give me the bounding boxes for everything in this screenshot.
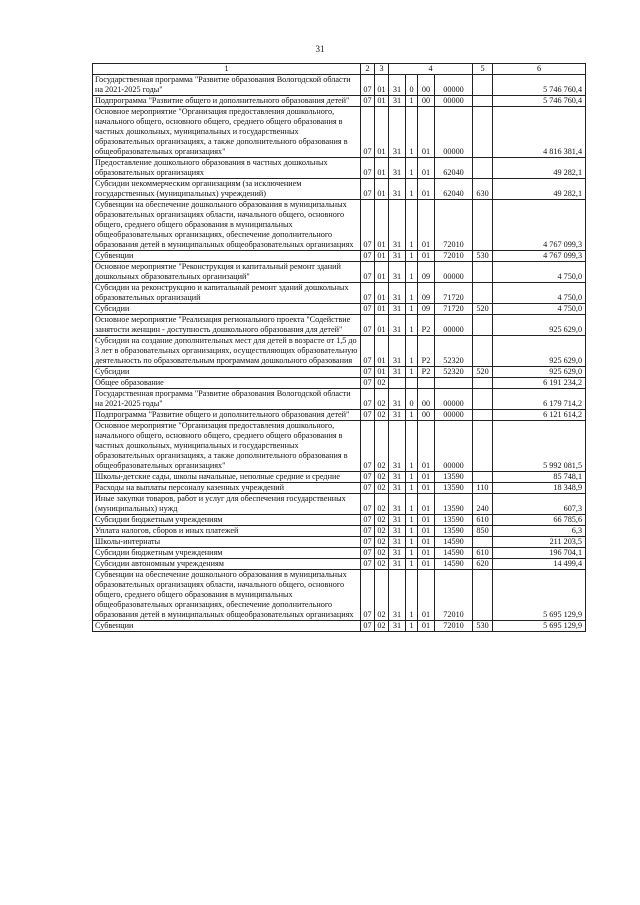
header-col-1: 1 [93, 64, 361, 75]
row-program: 31 [389, 315, 406, 336]
row-name: Уплата налогов, сборов и иных платежей [93, 526, 361, 537]
row-section: 07 [361, 389, 375, 410]
row-amount: 5 992 081,5 [493, 421, 586, 472]
row-subprogram: 1 [406, 158, 418, 179]
row-subsection: 02 [375, 548, 389, 559]
row-subprogram: 1 [406, 315, 418, 336]
row-name: Субсидии [93, 367, 361, 378]
table-row [93, 315, 586, 336]
row-expense-type [473, 410, 493, 421]
row-expense-type: 110 [473, 483, 493, 494]
row-section: 07 [361, 483, 375, 494]
table-row [93, 262, 586, 283]
row-event: 01 [418, 200, 435, 251]
table-row [93, 483, 586, 494]
table-row [93, 537, 586, 548]
table-row [93, 472, 586, 483]
row-event: 01 [418, 537, 435, 548]
row-subsection: 01 [375, 315, 389, 336]
row-section: 07 [361, 494, 375, 515]
row-subsection: 01 [375, 107, 389, 158]
row-program: 31 [389, 548, 406, 559]
row-subprogram: 1 [406, 107, 418, 158]
row-event: 09 [418, 283, 435, 304]
row-expense-type [473, 389, 493, 410]
row-subsection: 02 [375, 421, 389, 472]
row-section: 07 [361, 179, 375, 200]
row-event: 00 [418, 410, 435, 421]
row-amount: 6 191 234,2 [493, 378, 586, 389]
row-name: Субсидии [93, 304, 361, 315]
row-subsection: 02 [375, 494, 389, 515]
table-row [93, 494, 586, 515]
row-event: 01 [418, 179, 435, 200]
row-amount: 5 746 760,4 [493, 75, 586, 96]
row-subsection: 02 [375, 472, 389, 483]
row-program: 31 [389, 179, 406, 200]
row-subprogram: 1 [406, 262, 418, 283]
row-amount: 4 767 099,3 [493, 200, 586, 251]
row-amount: 49 282,1 [493, 179, 586, 200]
table-row [93, 96, 586, 107]
row-amount: 6,3 [493, 526, 586, 537]
row-subsection: 02 [375, 570, 389, 621]
row-expense-type: 630 [473, 179, 493, 200]
row-subprogram: 0 [406, 75, 418, 96]
row-expense-type [473, 378, 493, 389]
row-name: Субвенции на обеспечение дошкольного образования в муниципальных образовательных организациях области, начального общего, основного общего, среднего общего образования в муниципальных общеобразовательных организациях, обеспечение дополнительного образования детей в муниципальных общеобразовательных организациях [93, 200, 361, 251]
row-subsection: 02 [375, 378, 389, 389]
row-event: 01 [418, 526, 435, 537]
table-row [93, 200, 586, 251]
row-program: 31 [389, 537, 406, 548]
row-subsection: 02 [375, 537, 389, 548]
row-expense-type [473, 262, 493, 283]
row-subprogram: 1 [406, 367, 418, 378]
row-subprogram [406, 378, 418, 389]
row-subprogram: 1 [406, 200, 418, 251]
row-expense-type [473, 537, 493, 548]
row-subsection: 02 [375, 621, 389, 632]
row-event: 01 [418, 548, 435, 559]
table-row [93, 526, 586, 537]
row-program: 31 [389, 107, 406, 158]
row-direction: 13590 [435, 494, 473, 515]
row-subsection: 02 [375, 526, 389, 537]
row-section: 07 [361, 621, 375, 632]
row-event [418, 378, 435, 389]
row-program: 31 [389, 304, 406, 315]
row-section: 07 [361, 548, 375, 559]
header-row [93, 64, 586, 75]
row-subprogram: 1 [406, 494, 418, 515]
row-subprogram: 0 [406, 389, 418, 410]
row-section: 07 [361, 367, 375, 378]
row-amount: 4 750,0 [493, 304, 586, 315]
row-amount: 4 816 381,4 [493, 107, 586, 158]
row-program: 31 [389, 515, 406, 526]
row-event: 01 [418, 494, 435, 515]
row-subprogram: 1 [406, 559, 418, 570]
row-name: Общее образование [93, 378, 361, 389]
row-event: 01 [418, 559, 435, 570]
row-subsection: 01 [375, 283, 389, 304]
row-direction: 13590 [435, 483, 473, 494]
table-row [93, 421, 586, 472]
row-event: 00 [418, 389, 435, 410]
row-section: 07 [361, 515, 375, 526]
row-subprogram: 1 [406, 537, 418, 548]
row-amount: 4 767 099,3 [493, 251, 586, 262]
row-name: Подпрограмма "Развитие общего и дополнительного образования детей" [93, 410, 361, 421]
row-subsection: 02 [375, 559, 389, 570]
row-subsection: 01 [375, 200, 389, 251]
row-section: 07 [361, 378, 375, 389]
row-direction: 14590 [435, 548, 473, 559]
budget-table [92, 63, 586, 632]
row-direction [435, 378, 473, 389]
row-section: 07 [361, 158, 375, 179]
row-direction: 62040 [435, 158, 473, 179]
row-direction: 72010 [435, 251, 473, 262]
row-expense-type: 520 [473, 304, 493, 315]
row-direction: 72010 [435, 200, 473, 251]
row-name: Субсидии автономным учреждениям [93, 559, 361, 570]
row-section: 07 [361, 315, 375, 336]
row-direction: 52320 [435, 336, 473, 367]
row-section: 07 [361, 262, 375, 283]
row-subprogram: 1 [406, 179, 418, 200]
row-event: 01 [418, 621, 435, 632]
row-event: 01 [418, 107, 435, 158]
row-subprogram: 1 [406, 251, 418, 262]
row-name: Государственная программа "Развитие образования Вологодской области на 2021-2025 годы" [93, 389, 361, 410]
row-name: Подпрограмма "Развитие общего и дополнительного образования детей" [93, 96, 361, 107]
row-name: Иные закупки товаров, работ и услуг для обеспечения государственных (муниципальных) нужд [93, 494, 361, 515]
row-program: 31 [389, 367, 406, 378]
row-direction: 14590 [435, 559, 473, 570]
row-name: Школы-детские сады, школы начальные, неполные средние и средние [93, 472, 361, 483]
header-col-5: 5 [473, 64, 493, 75]
row-subsection: 01 [375, 158, 389, 179]
row-amount: 5 746 760,4 [493, 96, 586, 107]
row-section: 07 [361, 251, 375, 262]
header-col-6: 6 [493, 64, 586, 75]
row-subsection: 01 [375, 304, 389, 315]
row-expense-type [473, 283, 493, 304]
row-program: 31 [389, 570, 406, 621]
row-name: Субвенции [93, 251, 361, 262]
header-col-3: 3 [375, 64, 389, 75]
row-event: 09 [418, 304, 435, 315]
row-section: 07 [361, 200, 375, 251]
row-name: Субвенции на обеспечение дошкольного образования в муниципальных образовательных организациях области, начального общего, основного общего, среднего общего образования в муниципальных общеобразовательных организациях, обеспечение дополнительного образования детей в муниципальных общеобразовательных организациях [93, 570, 361, 621]
table-row [93, 621, 586, 632]
row-section: 07 [361, 559, 375, 570]
row-expense-type: 240 [473, 494, 493, 515]
row-subsection: 01 [375, 251, 389, 262]
row-program: 31 [389, 494, 406, 515]
row-program: 31 [389, 200, 406, 251]
row-amount: 14 499,4 [493, 559, 586, 570]
row-section: 07 [361, 472, 375, 483]
row-amount: 5 695 129,9 [493, 621, 586, 632]
row-program: 31 [389, 621, 406, 632]
row-direction: 00000 [435, 389, 473, 410]
row-subprogram: 1 [406, 548, 418, 559]
row-section: 07 [361, 410, 375, 421]
row-section: 07 [361, 570, 375, 621]
row-direction: 71720 [435, 304, 473, 315]
table-row [93, 389, 586, 410]
row-program: 31 [389, 96, 406, 107]
row-subsection: 02 [375, 410, 389, 421]
row-subsection: 02 [375, 389, 389, 410]
row-expense-type: 850 [473, 526, 493, 537]
row-amount: 607,3 [493, 494, 586, 515]
row-subsection: 01 [375, 367, 389, 378]
row-event: 01 [418, 421, 435, 472]
row-amount: 85 748,1 [493, 472, 586, 483]
row-subsection: 02 [375, 515, 389, 526]
row-direction: 72010 [435, 570, 473, 621]
row-section: 07 [361, 96, 375, 107]
row-name: Основное мероприятие "Организация предоставления дошкольного, начального общего, основного общего, среднего общего образования в частных дошкольных, муниципальных и государственных образовательных организациях, а также дополнительного образования в общеобразовательных организациях" [93, 107, 361, 158]
row-subsection: 02 [375, 483, 389, 494]
row-amount: 18 348,9 [493, 483, 586, 494]
row-direction: 00000 [435, 107, 473, 158]
row-direction: 00000 [435, 410, 473, 421]
row-event: 01 [418, 472, 435, 483]
row-subprogram: 1 [406, 483, 418, 494]
row-program: 31 [389, 421, 406, 472]
row-program [389, 378, 406, 389]
row-name: Основное мероприятие "Организация предоставления дошкольного, начального общего, основного общего, среднего общего образования в частных дошкольных, муниципальных и государственных образовательных организациях, а также дополнительного образования в общеобразовательных организациях" [93, 421, 361, 472]
row-name: Субсидии на создание дополнительных мест для детей в возрасте от 1,5 до 3 лет в образовательных организациях, осуществляющих образовательную деятельность по образовательным программам дошкольного образования [93, 336, 361, 367]
row-amount: 4 750,0 [493, 283, 586, 304]
row-section: 07 [361, 107, 375, 158]
row-direction: 00000 [435, 96, 473, 107]
row-program: 31 [389, 158, 406, 179]
row-subprogram: 1 [406, 304, 418, 315]
row-name: Основное мероприятие "Реализация регионального проекта "Содействие занятости женщин - доступность дошкольного образования для детей" [93, 315, 361, 336]
row-subprogram: 1 [406, 283, 418, 304]
row-direction: 13590 [435, 472, 473, 483]
row-name: Субвенции [93, 621, 361, 632]
row-expense-type: 530 [473, 251, 493, 262]
row-name: Государственная программа "Развитие образования Вологодской области на 2021-2025 годы" [93, 75, 361, 96]
table-row [93, 158, 586, 179]
row-direction: 71720 [435, 283, 473, 304]
row-amount: 49 282,1 [493, 158, 586, 179]
row-event: 01 [418, 570, 435, 621]
row-event: P2 [418, 315, 435, 336]
row-subprogram: 1 [406, 526, 418, 537]
row-program: 31 [389, 483, 406, 494]
row-direction: 00000 [435, 262, 473, 283]
row-expense-type [473, 107, 493, 158]
row-name: Субсидии некоммерческим организациям (за исключением государственных (муниципальных) учреждений) [93, 179, 361, 200]
row-program: 31 [389, 526, 406, 537]
row-event: 00 [418, 75, 435, 96]
table-row [93, 378, 586, 389]
row-program: 31 [389, 75, 406, 96]
row-amount: 925 629,0 [493, 315, 586, 336]
row-event: 01 [418, 483, 435, 494]
row-name: Субсидии бюджетным учреждениям [93, 515, 361, 526]
header-col-2: 2 [361, 64, 375, 75]
row-amount: 925 629,0 [493, 336, 586, 367]
table-row [93, 367, 586, 378]
row-section: 07 [361, 526, 375, 537]
row-subprogram: 1 [406, 570, 418, 621]
row-name: Основное мероприятие "Реконструкция и капитальный ремонт зданий дошкольных образовательных организаций" [93, 262, 361, 283]
row-program: 31 [389, 251, 406, 262]
table-row [93, 75, 586, 96]
row-program: 31 [389, 472, 406, 483]
row-event: 01 [418, 158, 435, 179]
row-direction: 00000 [435, 75, 473, 96]
row-subprogram: 1 [406, 96, 418, 107]
row-direction: 00000 [435, 315, 473, 336]
row-program: 31 [389, 410, 406, 421]
row-expense-type [473, 158, 493, 179]
row-expense-type [473, 570, 493, 621]
row-name: Расходы на выплаты персоналу казенных учреждений [93, 483, 361, 494]
row-direction: 13590 [435, 515, 473, 526]
row-section: 07 [361, 421, 375, 472]
table-row [93, 559, 586, 570]
row-subprogram: 1 [406, 621, 418, 632]
row-expense-type [473, 200, 493, 251]
row-section: 07 [361, 537, 375, 548]
row-event: 00 [418, 96, 435, 107]
row-event: P2 [418, 336, 435, 367]
row-direction: 00000 [435, 421, 473, 472]
row-direction: 62040 [435, 179, 473, 200]
row-direction: 52320 [435, 367, 473, 378]
row-section: 07 [361, 304, 375, 315]
row-direction: 14590 [435, 537, 473, 548]
table-row [93, 304, 586, 315]
row-subprogram: 1 [406, 336, 418, 367]
row-amount: 925 629,0 [493, 367, 586, 378]
header-col-4: 4 [389, 64, 473, 75]
row-name: Субсидии бюджетным учреждениям [93, 548, 361, 559]
row-event: 01 [418, 251, 435, 262]
row-expense-type: 610 [473, 548, 493, 559]
row-expense-type [473, 75, 493, 96]
row-expense-type [473, 336, 493, 367]
row-section: 07 [361, 336, 375, 367]
row-expense-type [473, 315, 493, 336]
row-section: 07 [361, 283, 375, 304]
table-row [93, 283, 586, 304]
row-event: 01 [418, 515, 435, 526]
table-row [93, 570, 586, 621]
row-subsection: 01 [375, 75, 389, 96]
row-expense-type: 610 [473, 515, 493, 526]
row-amount: 66 785,6 [493, 515, 586, 526]
page-number: 31 [315, 44, 325, 54]
table-row [93, 548, 586, 559]
row-amount: 4 750,0 [493, 262, 586, 283]
row-event: 09 [418, 262, 435, 283]
row-subprogram: 1 [406, 515, 418, 526]
row-event: P2 [418, 367, 435, 378]
row-subsection: 01 [375, 336, 389, 367]
row-expense-type [473, 472, 493, 483]
row-subsection: 01 [375, 262, 389, 283]
table-row [93, 179, 586, 200]
table-row [93, 336, 586, 367]
row-subsection: 01 [375, 179, 389, 200]
row-program: 31 [389, 559, 406, 570]
row-name: Школы-интернаты [93, 537, 361, 548]
row-name: Субсидии на реконструкцию и капитальный ремонт зданий дошкольных образовательных организаций [93, 283, 361, 304]
row-subprogram: 1 [406, 410, 418, 421]
table-row [93, 107, 586, 158]
row-expense-type [473, 421, 493, 472]
row-expense-type: 520 [473, 367, 493, 378]
row-section: 07 [361, 75, 375, 96]
row-direction: 72010 [435, 621, 473, 632]
table-row [93, 515, 586, 526]
row-program: 31 [389, 336, 406, 367]
row-amount: 6 121 614,2 [493, 410, 586, 421]
table-body [93, 75, 586, 632]
row-subprogram: 1 [406, 421, 418, 472]
table-row [93, 251, 586, 262]
row-expense-type [473, 96, 493, 107]
row-program: 31 [389, 262, 406, 283]
row-program: 31 [389, 389, 406, 410]
row-program: 31 [389, 283, 406, 304]
table-row [93, 410, 586, 421]
row-expense-type: 530 [473, 621, 493, 632]
row-direction: 13590 [435, 526, 473, 537]
row-amount: 6 179 714,2 [493, 389, 586, 410]
row-amount: 196 704,1 [493, 548, 586, 559]
row-subsection: 01 [375, 96, 389, 107]
row-amount: 211 203,5 [493, 537, 586, 548]
row-expense-type: 620 [473, 559, 493, 570]
row-amount: 5 695 129,9 [493, 570, 586, 621]
row-name: Предоставление дошкольного образования в частных дошкольных образовательных организациях [93, 158, 361, 179]
row-subprogram: 1 [406, 472, 418, 483]
